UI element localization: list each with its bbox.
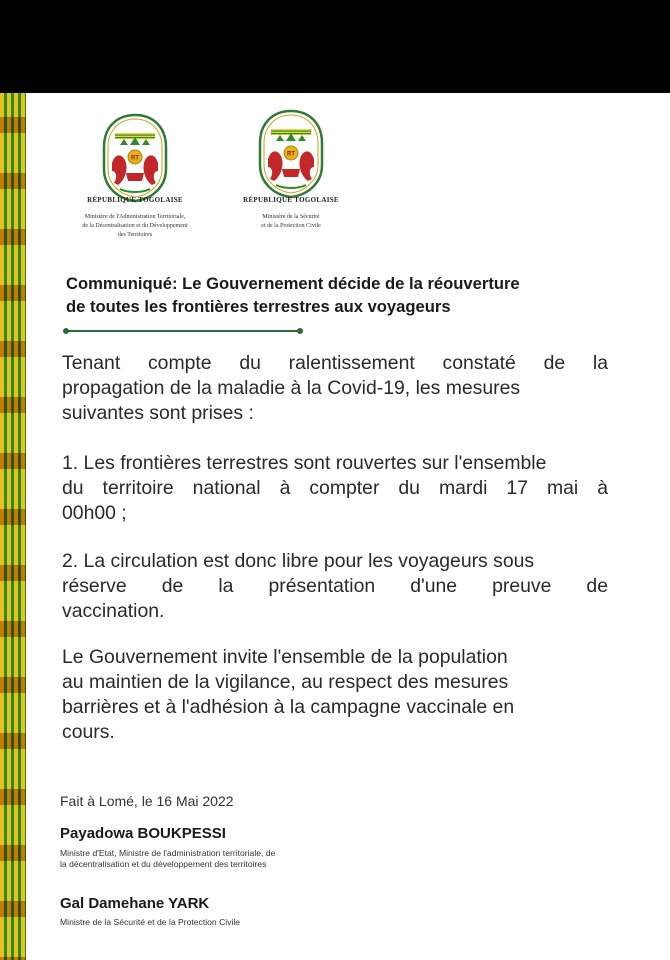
ministry-left-line: des Territoires: [117, 232, 153, 238]
ministry-left: [46, 213, 224, 240]
paragraph-line: cours.: [62, 721, 115, 743]
top-black-band: [0, 0, 670, 93]
republic-label-right: RÉPUBLIQUE TOGOLAISE: [243, 196, 339, 204]
kente-border: [0, 93, 26, 960]
ministry-right-line: et de la Protection Civile: [261, 223, 321, 229]
ministry-left-line: Ministère de l'Administration Territoriale,: [84, 214, 186, 220]
ministry-left-line: de la Décentralisation et du Développement: [82, 223, 188, 229]
emblem-label: RT: [131, 155, 139, 162]
ministry-right-line: Ministère de la Sécurité: [262, 214, 320, 220]
paragraph-line: vaccination.: [62, 600, 165, 622]
togo-coat-of-arms-left: [98, 111, 172, 203]
paragraph-line: 1. Les frontières terrestres sont rouvertes sur l'ensemble: [62, 452, 547, 474]
signer-1-name: Payadowa BOUKPESSI: [60, 825, 226, 842]
paragraph-line: suivantes sont prises :: [62, 402, 254, 424]
coat-of-arms-icon: [98, 111, 172, 203]
signer-2-title: [60, 917, 240, 928]
paragraph-line: réserve de la présentation d'une preuve de: [62, 575, 608, 597]
title-line: de toutes les frontières terrestres aux voyageurs: [66, 297, 451, 316]
intro-paragraph: [62, 351, 608, 426]
paragraph-line: du territoire national à compter du mardi 17 mai à: [62, 477, 608, 499]
paragraph-line: au maintien de la vigilance, au respect des mesures: [62, 671, 509, 693]
paragraph-line: Tenant compte du ralentissement constaté de la: [62, 352, 608, 374]
communique-page: [0, 93, 670, 960]
paragraph-line: 2. La circulation est donc libre pour les voyageurs sous: [62, 550, 535, 572]
togo-coat-of-arms-right: [254, 107, 328, 199]
point-1-paragraph: [62, 451, 608, 526]
ministry-right: [224, 213, 358, 231]
paragraph-line: barrières et à l'adhésion à la campagne vaccinale en: [62, 696, 515, 718]
place-and-date: Fait à Lomé, le 16 Mai 2022: [60, 793, 234, 809]
signer-2-name: Gal Damehane YARK: [60, 895, 210, 912]
signer-1-title: [60, 848, 275, 870]
title-line: Communiqué: Le Gouvernement décide de la réouverture: [66, 274, 520, 293]
point-2-paragraph: [62, 549, 608, 624]
signer-title-line: Ministre d'Etat, Ministre de l'administration territoriale, de: [60, 848, 276, 858]
coat-of-arms-icon: [254, 107, 328, 199]
paragraph-line: propagation de la maladie à la Covid-19, les mesures: [62, 377, 521, 399]
paragraph-line: 00h00 ;: [62, 502, 127, 524]
communique-title: [66, 272, 626, 318]
republic-label-left: RÉPUBLIQUE TOGOLAISE: [87, 196, 183, 204]
emblem-label: RT: [287, 151, 295, 158]
title-divider: [66, 330, 300, 332]
signer-title-line: Ministre de la Sécurité et de la Protection Civile: [60, 917, 241, 927]
closing-paragraph: [62, 645, 608, 745]
signer-title-line: la décentralisation et du développement des territoires: [60, 859, 267, 869]
paragraph-line: Le Gouvernement invite l'ensemble de la population: [62, 646, 508, 668]
